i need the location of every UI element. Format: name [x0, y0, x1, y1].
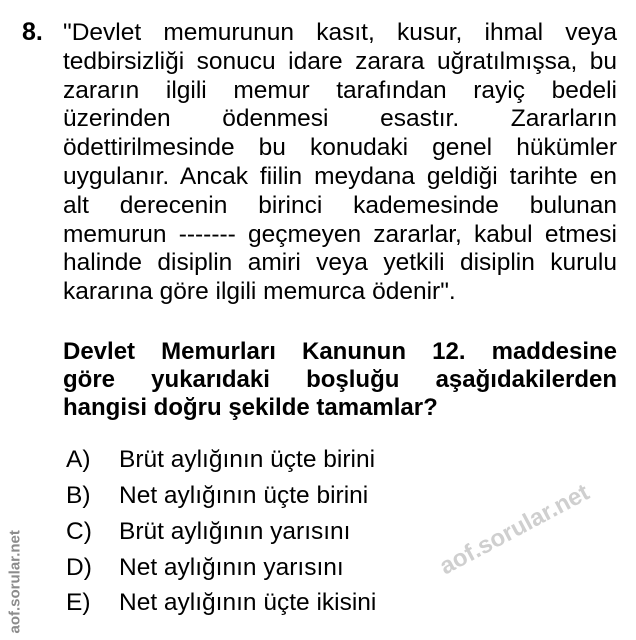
watermark-side: aof.sorular.net [6, 530, 24, 634]
passage-line: kararına göre ilgili memurca ödenir". [63, 278, 456, 306]
passage-line: "Devlet memurunun kasıt, kusur, ihmal veya [63, 19, 617, 46]
option-d[interactable] [66, 553, 344, 583]
option-letter: D) [66, 554, 92, 581]
question-prompt [63, 338, 617, 422]
watermark-diagonal: aof.sorular.net [435, 478, 594, 581]
option-text: Brüt aylığının üçte birini [119, 446, 376, 473]
option-e[interactable] [66, 588, 376, 618]
option-a[interactable] [66, 445, 375, 475]
option-letter: E) [66, 589, 91, 616]
option-text: Net aylığının yarısını [119, 554, 344, 581]
passage-line: halinde disiplin amiri veya yetkili disiplin kurulu [63, 249, 617, 277]
option-text: Brüt aylığının yarısını [119, 518, 351, 545]
prompt-line: Devlet Memurları Kanunun 12. maddesine [63, 338, 617, 365]
prompt-line: hangisi doğru şekilde tamamlar? [63, 394, 438, 421]
passage-line: üzerinden ödenmesi esastır. Zararların [63, 105, 617, 133]
passage-line: zararın ilgili memur tarafından rayiç bedeli [63, 76, 617, 104]
prompt-line: göre yukarıdaki boşluğu aşağıdakilerden [63, 366, 617, 393]
option-letter: C) [66, 518, 92, 545]
option-letter: A) [66, 446, 91, 473]
passage-line: memurun ------- geçmeyen zararlar, kabul etmesi [63, 220, 617, 248]
option-c[interactable] [66, 517, 351, 547]
passage-line: uygulanır. Ancak fiilin meydana geldiği tarihte en [63, 162, 617, 190]
passage-line: ödettirilmesinde bu konudaki genel hükümler [63, 134, 617, 162]
question-number: 8. [22, 18, 43, 46]
question-passage [63, 19, 617, 307]
option-text: Net aylığının üçte birini [119, 482, 369, 509]
option-b[interactable] [66, 481, 368, 511]
passage-line: alt derecenin birinci kademesinde bulunan [63, 191, 617, 219]
option-letter: B) [66, 482, 91, 509]
option-text: Net aylığının üçte ikisini [119, 589, 377, 616]
passage-line: tedbirsizliği sonucu idare zarara uğratılmışsa, bu [63, 47, 617, 75]
